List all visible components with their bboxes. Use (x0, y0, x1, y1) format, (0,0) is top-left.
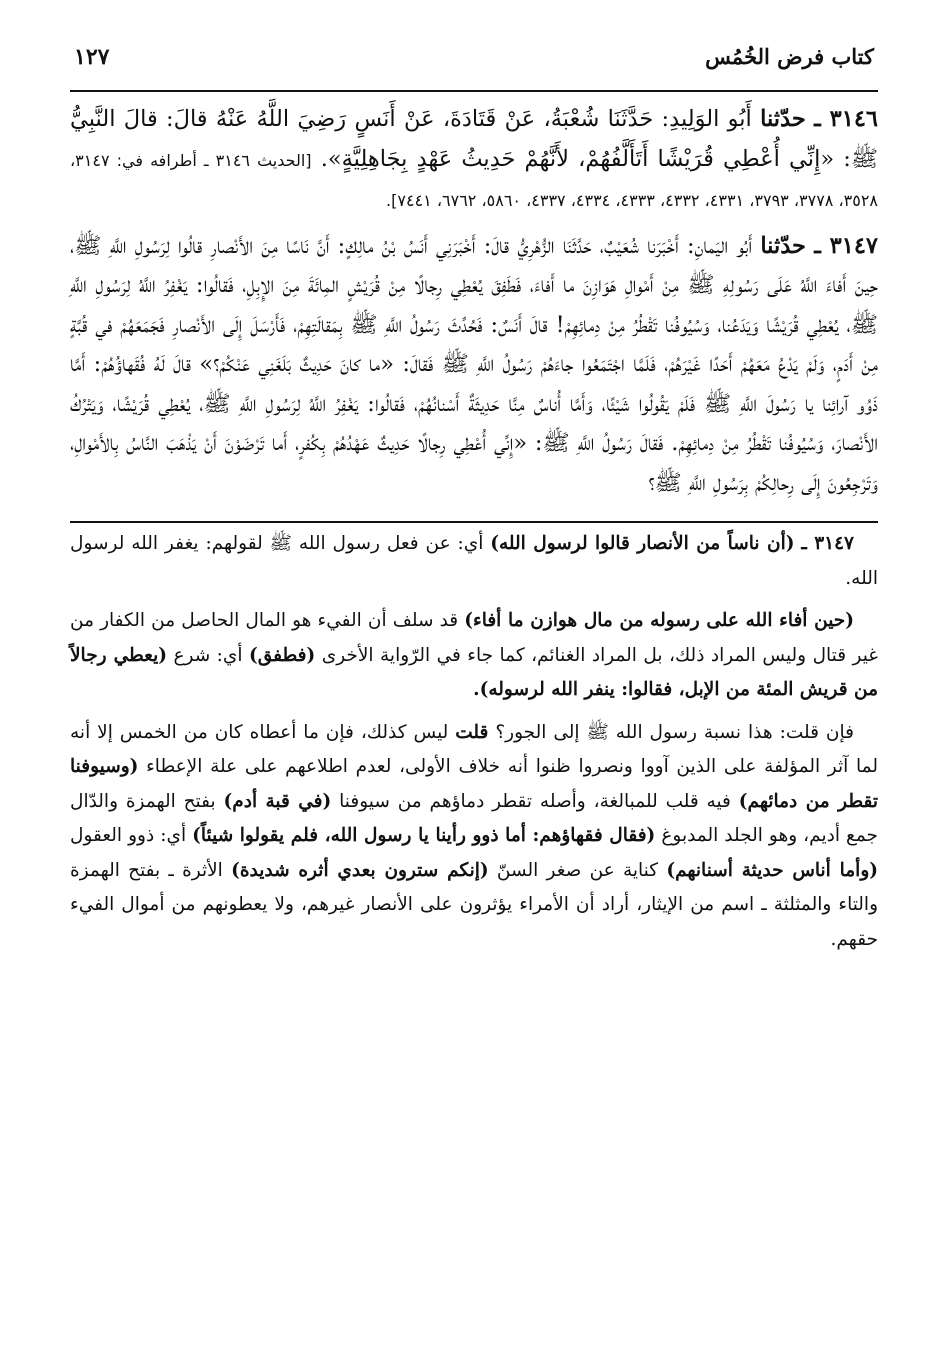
commentary-quote: (إنكم سترون بعدي أثره شديدة) (231, 859, 489, 881)
commentary-quote: قلت (455, 721, 489, 743)
commentary-text: كناية عن صغر السنّ (496, 859, 659, 881)
commentary-quote: (فطفق) (248, 644, 316, 666)
hadith-3146 (70, 100, 878, 221)
commentary-quote: (حين أفاء الله على رسوله من مال هوازن ما أفاء) (464, 610, 854, 631)
hadith-references: [الحديث ٣١٤٦ ـ أطرافه في: ٣١٤٧، ٣٥٢٨، ٣٧٧٨، ٣٧٩٣، ٤٣٣١، ٤٣٣٢، ٤٣٣٣، ٤٣٣٤، ٤٣٣٧، ٥٨٦٠، ٦٧٦٢، ٧٤٤١]. (70, 150, 878, 210)
commentary-quote: (وسيوفنا تقطر من دمائهم) (70, 756, 878, 812)
commentary-text: الأثرة ـ بفتح الهمزة والتاء والمثلثة ـ اسم من الإيثار، أراد أن الأمراء يؤثرون على الأنصار غيرهم، ولا يعطونهم من أموال الفيء حقهم. (70, 859, 878, 950)
hadith-number: ٣١٤٦ ـ (814, 106, 879, 132)
commentary-text: أي: شرع (173, 644, 243, 666)
commentary-text: ليس كذلك، فإن ما أعطاه كان من الخمس إلا أنه لما آثر المؤلفة على الذين آووا ونصروا ظنوا أنه خلاف الأولى، لعدم اطلاعهم على علة الإعطاء (70, 721, 878, 777)
hadith-3147 (70, 227, 878, 504)
commentary-quote: (فقال فقهاؤهم: أما ذوو رأينا يا رسول الله، فلم يقولوا شيئاً) (192, 825, 656, 846)
footnote-divider (70, 521, 878, 523)
hadith-text: أَبُو اليَمانِ: أَخْبَرَنا شُعَيْبٌ، حَدَّثَنَا الزُّهْرِيُّ قالَ: أَخْبَرَنِي أَنَسُ بْنُ مالِكٍ: أَنَّ نَاسًا مِنَ الأَنْصارِ قالُوا لِرَسُولِ اللَّهِ ﷺ، حِينَ أَفاءَ اللَّهُ عَلَى رَسُولِهِ ﷺ مِنْ أَمْوالِ هَوَازِنَ ما أَفاءَ، فَطَفِقَ يُعْطِي رِجالًا مِنْ قُرَيْشٍ المِائَةَ مِنَ الإِبِلِ، فَقالُوا: يَغْفِرُ اللَّهُ لِرَسُولِ اللَّهِ ﷺ، يُعْطِي قُرَيْشًا وَيَدَعُنا، وَسُيُوفُنا تَقْطُرُ مِنْ دِمائِهِمْ! قالَ أَنَسٌ: فَحُدِّثَ رَسُولُ اللَّهِ ﷺ بِمَقالَتِهِمْ، فَأَرْسَلَ إِلَى الأَنْصارِ فَجَمَعَهُمْ في قُبَّةٍ مِنْ أَدَمٍ، وَلَمْ يَدْعُ مَعَهُمْ أَحَدًا غَيْرَهُمْ، فَلَمَّا اجْتَمَعُوا جاءَهُمْ رَسُولُ اللَّهِ ﷺ فَقالَ: «ما كانَ حَدِيثٌ بَلَغَنِي عَنْكُمْ؟» قالَ لَهُ فُقَهاؤُهُمْ: أَمَّا ذَوُو آرائِنا يا رَسُولَ اللَّهِ ﷺ فَلَمْ يَقُولُوا شَيْئًا، وَأَمَّا أُناسٌ مِنَّا حَدِيثَةٌ أَسْنانُهُمْ، فَقالُوا: يَغْفِرُ اللَّهُ لِرَسُولِ اللَّهِ ﷺ، يُعْطِي قُرَيْشًا، وَيَتْرُكُ الأَنْصارَ، وَسُيُوفُنا تَقْطُرُ مِنْ دِمائِهِمْ. فَقالَ رَسُولُ اللَّهِ ﷺ: «إِنِّي أُعْطِي رِجالًا حَدِيثٌ عَهْدُهُمْ بِكُفرٍ، أَما تَرْضَوْنَ أَنْ يَذْهَبَ النَّاسُ بِالأَمْوالِ، وَتَرْجِعُونَ إِلَى رِحالِكُمْ بِرَسُولِ اللَّهِ ﷺ؟ (70, 232, 878, 496)
hadith-text: أَبُو الوَلِيدِ: حَدَّثَنَا شُعْبَةُ، عَنْ قَتَادَةَ، عَنْ أَنَسٍ رَضِيَ اللَّهُ عَنْهُ قالَ: قالَ النَّبِيُّ ﷺ: «إِنِّي أُعْطِي قُرَيْشًا أَتَأَلَّفُهُمْ، لأَنَّهُمْ حَدِيثُ عَهْدٍ بِجَاهِلِيَّةٍ». (70, 106, 878, 172)
commentary-text: فإن قلت: هذا نسبة رسول الله ﷺ إلى الجور؟ (495, 721, 854, 743)
commentary-text: أي: ذوو العقول (70, 825, 187, 846)
commentary-paragraph-3 (70, 716, 878, 958)
hadith-opening: حدّثنا (760, 232, 806, 259)
book-page (70, 44, 878, 957)
commentary-quote: (في قبة أدم) (223, 790, 332, 812)
commentary-text: فيه قلب للمبالغة، وأصله تقطر دماؤهم من سيوفنا (339, 790, 731, 812)
hadith-number: ٣١٤٧ ـ (814, 232, 879, 259)
commentary-text: بفتح الهمزة والدّال جمع أديم، وهو الجلد المدبوغ (70, 790, 878, 846)
commentary-quote: (يعطي رجالاً من قريش المئة من الإبل، فقالوا: ينفر الله لرسوله). (70, 644, 878, 700)
book-title: كتاب فرض الخُمُس (705, 44, 874, 69)
commentary-quote: (وأما أناس حديثة أسنانهم) (666, 859, 879, 881)
commentary-text: أي: عن فعل رسول الله ﷺ لقولهم: يغفر الله لرسول الله. (70, 533, 878, 589)
hadith-opening: حدّثنا (760, 106, 806, 132)
commentary-paragraph-2 (70, 604, 878, 708)
commentary-number: ٣١٤٧ ـ (801, 533, 854, 554)
commentary-paragraph-1 (70, 527, 878, 596)
commentary-text: قد سلف أن الفيء هو المال الحاصل من الكفار من غير قتال وليس المراد ذلك، بل المراد الغنائم، كما جاء في الرّواية الأخرى (70, 610, 878, 666)
page-number: ١٢٧ (74, 44, 110, 70)
page-header (70, 44, 878, 92)
commentary-quote: (أن ناساً من الأنصار قالوا لرسول الله) (490, 533, 795, 554)
